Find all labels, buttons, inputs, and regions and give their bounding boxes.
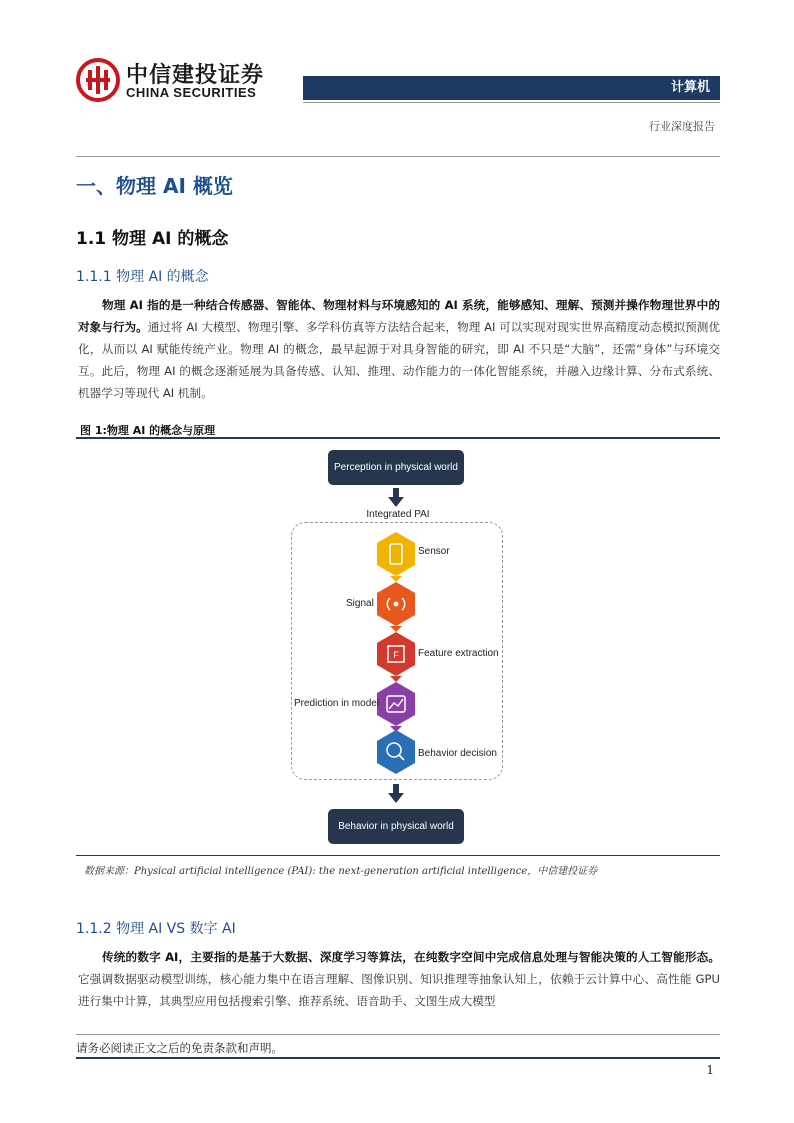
signal-label: Signal — [346, 598, 374, 609]
disclaimer-note: 请务必阅读正文之后的免责条款和声明。 — [76, 1041, 283, 1055]
header-divider — [303, 102, 720, 103]
feature-extraction-label: Feature extraction — [418, 648, 499, 659]
sensor-hexagon — [377, 532, 415, 576]
logo-cn: 中信建投证券 — [126, 63, 265, 88]
integrated-pai-label: Integrated PAI — [366, 509, 430, 520]
section-heading-1: 一、物理 AI 概览 — [76, 174, 233, 198]
sensor-label: Sensor — [418, 546, 450, 557]
section-heading-1-1-2: 1.1.2 物理 AI VS 数字 AI — [76, 921, 236, 937]
company-logo — [76, 58, 276, 104]
section-heading-1-1: 1.1 物理 AI 的概念 — [76, 229, 229, 249]
logo-en: CHINA SECURITIES — [126, 85, 257, 100]
prediction-label: Prediction in model — [294, 698, 380, 709]
footer-rule-2 — [76, 1057, 720, 1059]
figure-bottom-rule — [76, 855, 720, 856]
paragraph-1-rest: 通过将 AI 大模型、物理引擎、多学科仿真等方法结合起来，物理 AI 可以实现对现实世界高精度动态模拟预测优化，从而以 AI 赋能传统产业。物理 AI 的概念，最早起源于对具身智能的研究，即 AI 不只是“大脑”，还需“身体”与环境交互。此后，物理 AI 的概念逐渐延展为具备传感、认知、推理、动作能力的一体化智能系统，并融入边缘计算、分布式系统、机器学习等现代 AI 机制。 — [78, 320, 720, 400]
perception-box: Perception in physical world — [328, 450, 464, 485]
page-number: 1 — [706, 1063, 714, 1077]
paragraph-1 — [78, 294, 720, 404]
behavior-box: Behavior in physical world — [328, 809, 464, 844]
figure-top-rule — [76, 437, 720, 439]
prediction-hexagon — [377, 682, 415, 726]
paragraph-1-bold: 物理 AI 指的是一种结合传感器、智能体、物理材料与环境感知的 AI 系统，能够感知、理解、预测并操作物理世界中的对象与行为。 — [78, 298, 720, 334]
figure-source: 数据来源：Physical artificial intelligence (PAI): the next-generation artificial intelligence，中信建投证券 — [84, 866, 598, 877]
behavior-decision-label: Behavior decision — [418, 748, 497, 759]
arrow-down-icon — [388, 488, 404, 508]
footer-rule — [76, 1034, 720, 1035]
steps-diagram — [366, 532, 426, 774]
logo-emblem-icon — [76, 58, 120, 102]
svg-text:F: F — [393, 650, 399, 660]
chevron-down-icon — [390, 626, 402, 632]
paragraph-2-rest: 它强调数据驱动模型训练，核心能力集中在语言理解、图像识别、知识推理等抽象认知上，依赖于云计算中心、高性能 GPU 进行集中计算，其典型应用包括搜索引擎、推荐系统、语音助手、文图生成大模型 — [78, 972, 720, 1008]
chevron-down-icon — [390, 676, 402, 682]
paragraph-2 — [78, 946, 720, 1012]
signal-hexagon — [377, 582, 415, 626]
section-heading-1-1-1: 1.1.1 物理 AI 的概念 — [76, 269, 209, 285]
behavior-hexagon — [377, 730, 415, 774]
chevron-down-icon — [390, 576, 402, 582]
report-type: 行业深度报告 — [649, 120, 715, 133]
header-rule — [76, 156, 720, 157]
paragraph-2-bold: 传统的数字 AI，主要指的是基于大数据、深度学习等算法，在纯数字空间中完成信息处理与智能决策的人工智能形态。 — [102, 950, 720, 964]
category-bar: 计算机 — [303, 76, 720, 100]
figure-diagram — [76, 440, 720, 852]
figure-title: 图 1:物理 AI 的概念与原理 — [80, 424, 216, 437]
arrow-down-icon — [388, 784, 404, 804]
feature-hexagon — [377, 632, 415, 676]
